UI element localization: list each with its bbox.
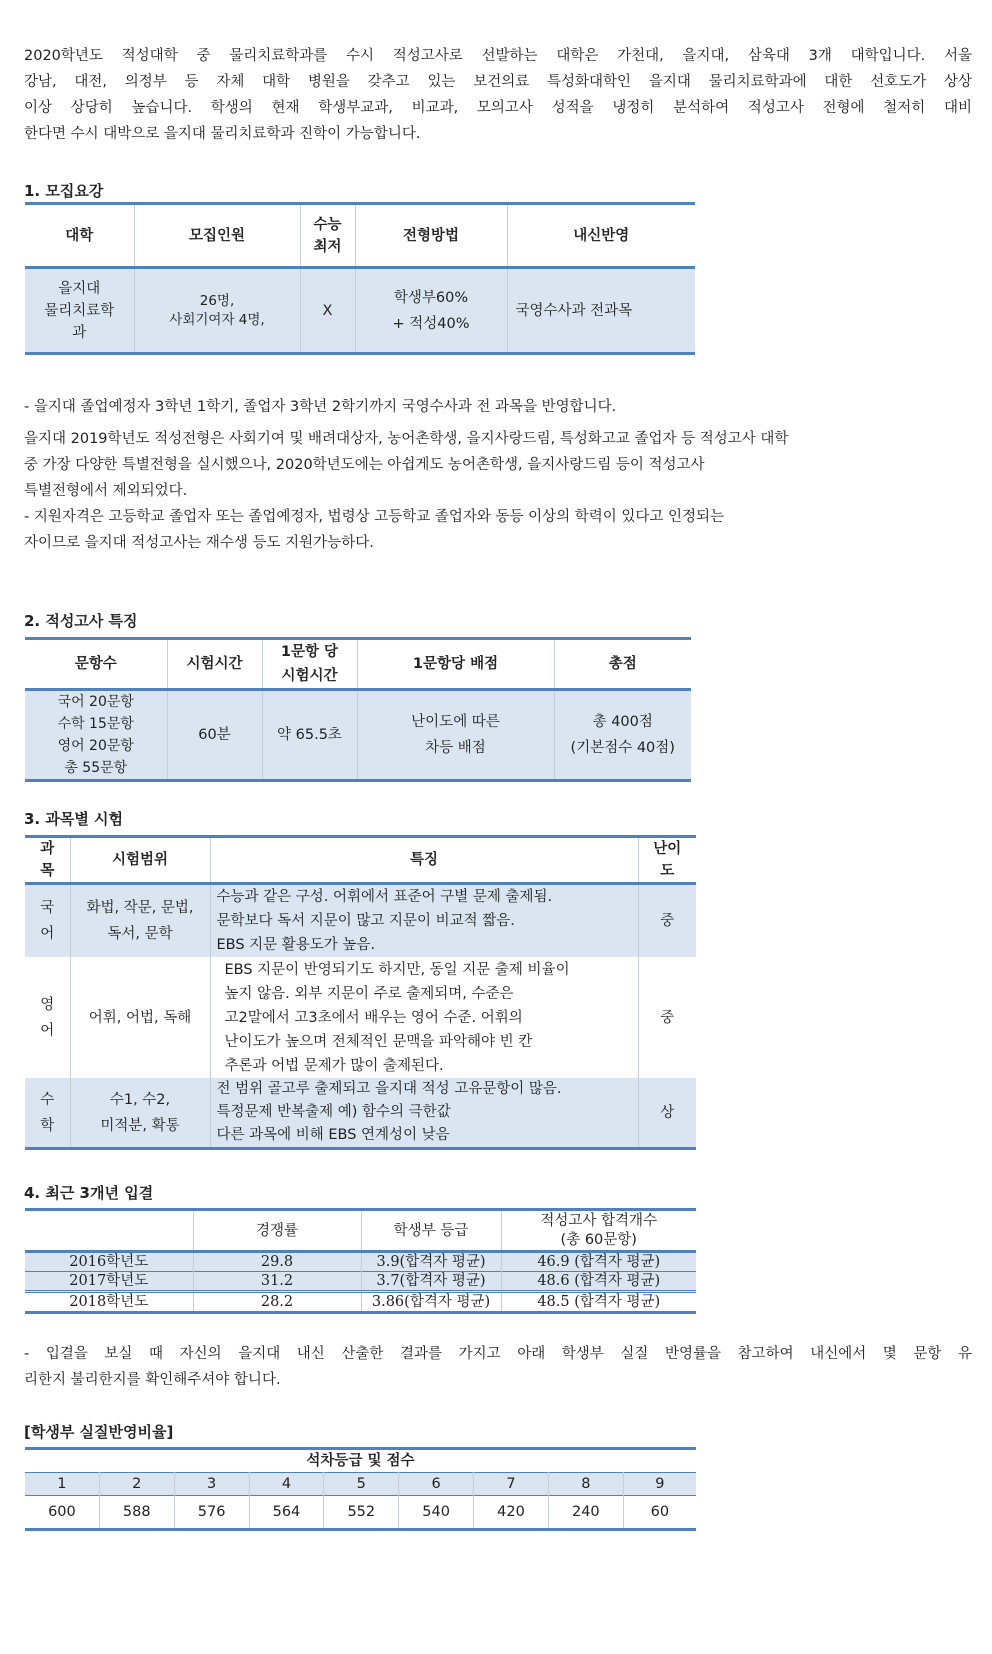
intro-paragraph bbox=[24, 43, 972, 147]
cell-year: 2018학년도 bbox=[69, 1294, 149, 1310]
notes2-block bbox=[24, 1341, 972, 1393]
cell-subject bbox=[25, 957, 70, 1078]
note-line: 자이므로 을지대 적성고사는 재수생 등도 지원가능하다. bbox=[24, 535, 374, 551]
section5-title: [학생부 실질반영비율] bbox=[24, 1423, 174, 1441]
cell-year: 2017학년도 bbox=[69, 1273, 149, 1289]
cell-method bbox=[355, 268, 507, 354]
feature-text: 수능과 같은 구성. 어휘에서 표준어 구별 문제 출제됨. 문학보다 독서 지문이 많고 지문이 비교적 짧음. EBS 지문 활용도가 높음. bbox=[216, 889, 553, 953]
header-per-q-score: 1문항당 배점 bbox=[357, 639, 554, 690]
header-grade: 학생부 등급 bbox=[361, 1210, 501, 1252]
header-level bbox=[638, 837, 696, 884]
cell-subject bbox=[25, 1078, 70, 1149]
grade-cell: 6 bbox=[399, 1473, 474, 1496]
subject-text: 영 어 bbox=[40, 996, 55, 1039]
feature-text: 전 범위 골고루 출제되고 을지대 적성 고유문항이 많음. 특정문제 반복출제 예) 함수의 극한값 다른 과목에 비해 EBS 연계성이 낮음 bbox=[216, 1081, 562, 1143]
score-cell: 240 bbox=[548, 1496, 623, 1530]
exam-feature-table bbox=[25, 637, 691, 782]
grade-cell: 1 bbox=[57, 1476, 67, 1492]
header-count-text: 적성고사 합격개수 (총 60문항) bbox=[540, 1212, 658, 1248]
header-ratio: 경쟁률 bbox=[193, 1210, 361, 1252]
header-range: 시험범위 bbox=[70, 837, 210, 884]
cell-ratio: 29.8 bbox=[193, 1252, 361, 1272]
feature-text: EBS 지문이 반영되기도 하지만, 동일 지문 출제 비율이 높지 않음. 외부 지문이 주로 출제되며, 수준은 고2말에서 고3초에서 배우는 영어 수준. 어휘의 난이도가 높으며 전체적인 문맥을 파악해야 빈 칸 추론과 어법 문제가 많이 출제된다. bbox=[224, 961, 570, 1074]
cell-year: 2016학년도 bbox=[69, 1254, 149, 1270]
score-cell: 564 bbox=[249, 1496, 324, 1530]
grade-cell: 5 bbox=[324, 1473, 399, 1496]
note-line: 중 가장 다양한 특별전형을 실시했으나, 2020학년도에는 아쉽게도 농어촌학생, 을지사랑드림 등이 적성고사 bbox=[24, 457, 705, 473]
cell-feature bbox=[210, 1078, 638, 1149]
header-count bbox=[501, 1210, 696, 1252]
cell-grade: 3.86(합격자 평균) bbox=[361, 1292, 501, 1313]
score-cell: 588 bbox=[99, 1496, 174, 1530]
cell-per-q-score bbox=[357, 690, 554, 781]
score-cell: 576 bbox=[174, 1496, 249, 1530]
recruitment-table bbox=[25, 202, 695, 355]
cell-per-q-time: 약 65.5초 bbox=[262, 690, 357, 781]
header-subject bbox=[25, 837, 70, 884]
range-text: 화법, 작문, 문법, 독서, 문학 bbox=[86, 900, 194, 942]
header-time: 시험시간 bbox=[167, 639, 262, 690]
score-cell: 600 bbox=[48, 1504, 76, 1520]
score-cell: 420 bbox=[474, 1496, 549, 1530]
header-per-q-time-text: 1문항 당 시험시간 bbox=[280, 644, 339, 684]
header-subject-text: 과 목 bbox=[40, 841, 55, 879]
range-text: 어휘, 어법, 독해 bbox=[88, 1009, 192, 1026]
cell-ratio: 28.2 bbox=[193, 1292, 361, 1313]
header-method: 전형방법 bbox=[355, 204, 507, 268]
cell-count: 48.5 (합격자 평균) bbox=[501, 1292, 696, 1313]
cell-level: 중 bbox=[638, 957, 696, 1078]
note-line: - 입결을 보실 때 자신의 을지대 내신 산출한 결과를 가지고 아래 학생부 실질 반영률을 참고하여 내신에서 몇 문항 유 bbox=[24, 1346, 972, 1362]
cell-level: 상 bbox=[638, 1078, 696, 1149]
header-naesin: 내신반영 bbox=[507, 204, 695, 268]
intro-line: 한다면 수시 대박으로 을지대 물리치료학과 진학이 가능합니다. bbox=[24, 126, 421, 142]
cell-count: 48.6 (합격자 평균) bbox=[501, 1272, 696, 1292]
cell-level: 중 bbox=[638, 884, 696, 958]
header-level-text: 난이 도 bbox=[653, 841, 682, 879]
range-text: 수1, 수2, 미적분, 확통 bbox=[100, 1091, 180, 1134]
count-text: 국어 20문항 수학 15문항 영어 20문항 총 55문항 bbox=[57, 694, 134, 776]
cell-count bbox=[25, 690, 167, 781]
cell-range bbox=[70, 884, 210, 958]
method-text: 학생부60% + 적성40% bbox=[392, 289, 470, 332]
cell-univ bbox=[25, 268, 134, 354]
header-per-q-time bbox=[262, 639, 357, 690]
header-count: 문항수 bbox=[74, 656, 117, 672]
intro-line: 이상 상당히 높습니다. 학생의 현재 학생부교과, 비교과, 모의고사 성적을 냉정히 분석하여 적성고사 전형에 철저히 대비 bbox=[24, 100, 972, 116]
section3-title: 3. 과목별 시험 bbox=[24, 810, 124, 828]
note-line: - 지원자격은 고등학교 졸업자 또는 졸업예정자, 법령상 고등학교 졸업자와 동등 이상의 학력이 있다고 인정되는 bbox=[24, 509, 725, 525]
cell-feature bbox=[210, 957, 638, 1078]
section4-title: 4. 최근 3개년 입결 bbox=[24, 1184, 154, 1202]
header-csat bbox=[300, 204, 355, 268]
notes1-block-2 bbox=[24, 426, 924, 556]
note-line: - 을지대 졸업예정자 3학년 1학기, 졸업자 3학년 2학기까지 국영수사과 전 과목을 반영합니다. bbox=[24, 399, 617, 415]
header-univ: 대학 bbox=[65, 227, 94, 244]
cell-total bbox=[554, 690, 691, 781]
cell-range bbox=[70, 1078, 210, 1149]
cell-csat: X bbox=[300, 268, 355, 354]
cell-quota bbox=[134, 268, 300, 354]
cell-range bbox=[70, 957, 210, 1078]
header-quota: 모집인원 bbox=[134, 204, 300, 268]
cell-time: 60분 bbox=[167, 690, 262, 781]
per-q-score-text: 난이도에 따른 차등 배점 bbox=[411, 714, 500, 756]
header-feature: 특징 bbox=[210, 837, 638, 884]
admission-results-table bbox=[25, 1208, 696, 1314]
univ-text: 을지대 물리치료학 과 bbox=[44, 280, 115, 341]
score-cell: 540 bbox=[399, 1496, 474, 1530]
cell-grade: 3.7(합격자 평균) bbox=[361, 1272, 501, 1292]
subject-table bbox=[25, 835, 696, 1150]
note-line: 을지대 2019학년도 적성전형은 사회기여 및 배려대상자, 농어촌학생, 을지사랑드림, 특성화고교 졸업자 등 적성고사 대학 bbox=[24, 431, 789, 447]
grade-cell: 9 bbox=[623, 1473, 696, 1496]
intro-line: 2020학년도 적성대학 중 물리치료학과를 수시 적성고사로 선발하는 대학은 가천대, 을지대, 삼육대 3개 대학입니다. 서울 bbox=[24, 48, 972, 64]
cell-count: 46.9 (합격자 평균) bbox=[501, 1252, 696, 1272]
note-line: 특별전형에서 제외되었다. bbox=[24, 483, 188, 499]
notes1-block bbox=[24, 394, 924, 420]
grade-score-table bbox=[25, 1447, 696, 1531]
cell-naesin: 국영수사과 전과목 bbox=[507, 268, 695, 354]
subject-text: 국 어 bbox=[40, 900, 55, 942]
quota-text: 26명, 사회기여자 4명, bbox=[169, 292, 265, 328]
grade-cell: 3 bbox=[174, 1473, 249, 1496]
score-cell: 552 bbox=[324, 1496, 399, 1530]
intro-line: 강남, 대전, 의정부 등 자체 대학 병원을 갖추고 있는 보건의료 특성화대학인 을지대 물리치료학과에 대한 선호도가 상상 bbox=[24, 74, 972, 90]
score-cell: 60 bbox=[623, 1496, 696, 1530]
section1-title: 1. 모집요강 bbox=[24, 182, 104, 200]
header-total: 총점 bbox=[554, 639, 691, 690]
grade-cell: 4 bbox=[249, 1473, 324, 1496]
total-text: 총 400점 (기본점수 40점) bbox=[570, 714, 675, 756]
cell-grade: 3.9(합격자 평균) bbox=[361, 1252, 501, 1272]
header-year bbox=[25, 1210, 193, 1252]
subject-text: 수 학 bbox=[40, 1091, 55, 1134]
grade-cell: 8 bbox=[548, 1473, 623, 1496]
cell-ratio: 31.2 bbox=[193, 1272, 361, 1292]
header-csat-text: 수능 최저 bbox=[313, 216, 342, 255]
grade-cell: 7 bbox=[474, 1473, 549, 1496]
grade-score-header: 석차등급 및 점수 bbox=[306, 1453, 415, 1469]
cell-subject bbox=[25, 884, 70, 958]
note-line: 리한지 불리한지를 확인해주셔야 합니다. bbox=[24, 1372, 281, 1388]
cell-feature bbox=[210, 884, 638, 958]
grade-cell: 2 bbox=[99, 1473, 174, 1496]
section2-title: 2. 적성고사 특징 bbox=[24, 612, 138, 630]
